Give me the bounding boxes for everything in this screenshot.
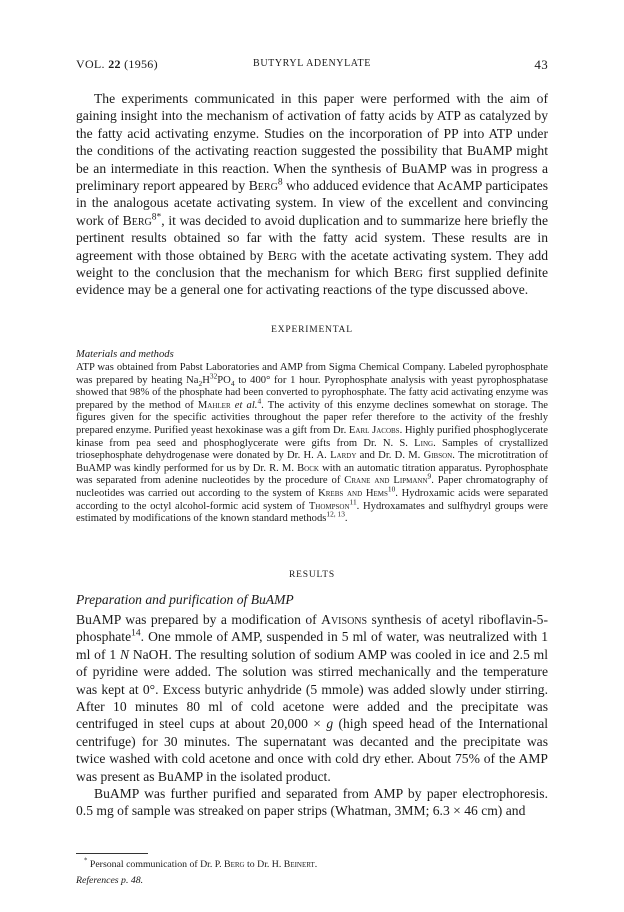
author-bock: Bock <box>297 462 319 474</box>
references-pointer: References p. 48. <box>76 875 144 886</box>
running-head <box>76 57 548 75</box>
ref-8-footnote: 8* <box>151 212 162 223</box>
results-body <box>76 611 548 820</box>
footnote-star: * Personal communication of Dr. P. Berg to Dr. H. Beinert. <box>84 857 318 870</box>
footnote-rule <box>76 853 148 854</box>
results-paragraph-1: BuAMP was prepared by a modification of Avisons synthesis of acetyl riboflavin-5-phosphate$^{14}$. One mmole of AMP, suspended in 5 ml of water, was neutralized with 1 ml of 1 N NaOH. The resulting solution of sodium AMP was cooled in ice and 2.5 ml of pyridine were added. The solution was stirred mechanically and the temperature was kept at 0°. Excess butyric anhydride (5 mmole) was added slowly under stirring. After 10 minutes 80 ml of cold acetone were added and the precipitate was centrifuged in steel cups at about 20,000 × g (high speed head of the International centrifuge) for 30 minutes. The supernatant was decanted and the precipitate was twice washed with cold acetone and once with cold dry ether. About 75% of the AMP was present as BuAMP in the isolated product. <box>76 612 549 784</box>
ref-12-13: 12, 13 <box>326 509 345 519</box>
preparation-subheading: Preparation and purification of BuAMP <box>76 592 294 607</box>
author-lardy: Lardy <box>330 450 357 462</box>
vol-number: 22 <box>108 57 121 71</box>
vol-prefix: VOL. <box>76 57 105 71</box>
materials-paragraph: ATP was obtained from Pabst Laboratories and AMP from Sigma Chemical Company. Labeled pyrophosphate was prepared by heating $Na_2H^{32}PO_4$ to 400° for 1 hour. Pyrophosphate analysis with yeast pyrophosphatase showed that 98% of the phosphate had been converted to pyrophosphate. The fatty acid activating enzyme was prepared by the method of Mahler et al.$^4$. The activity of this enzyme declines somewhat on storage. The figures given for the specific activities throughout the paper refer therefore to the activity of the freshly prepared enzyme. Purified yeast hexokinase was a gift from Dr. Earl Jacobs. Highly purified phosphoglycerate kinase from pea seed and phosphoglycerate were gifts from Dr. N. S. Ling. Samples of crystallized triosephosphate dehydrogenase were donated by Dr. H. A. Lardy and Dr. D. M. Gibson. The microtitration of BuAMP was kindly performed for us by Dr. R. M. Bock with an automatic titration apparatus. Pyrophosphate was separated from adenine nucleotides by the procedure of Crane and Lipmann$^9$. Paper chromatography of nucleotides was carried out according to the system of Krebs and Hems$^{10}$. Hydroxamic acids were separated according to the octyl alcohol-formic acid system of Thompson$^{11}$. Hydroxamates and sulfhydryl groups were estimated by modifications of the known standard methods$^{12, 13}$. <box>76 362 549 525</box>
author-berg: Berg <box>122 212 152 228</box>
materials-methods-body <box>76 362 548 526</box>
author-mahler: Mahler <box>197 399 231 411</box>
results-heading: RESULTS <box>289 570 335 580</box>
vol-year: (1956) <box>124 57 158 71</box>
ref-11: 11 <box>349 497 357 506</box>
intro-paragraph: The experiments communicated in this paper were performed with the aim of gaining insight into the mechanism of activation of fatty acids by ATP as catalyzed by the fatty acid activating enzyme. Studies on the incorporation of PP into ATP under the conditions of the activating reaction suggested the possibility that BuAMP might be an intermediate in this reaction. When the synthesis of BuAMP was in progress a preliminary report appeared by Berg$^8$ who adduced evidence that AcAMP participates in the analogous acetate activating system. In view of the excellent and convincing work of Berg$^{8*}$, it was decided to avoid duplication and to summarize here briefly the pertinent results obtained so far with the fatty acid system. These results are in agreement with those obtained by Berg with the acetate activating system. They add weight to the conclusion that the mechanism for which Berg first supplied definite evidence may be a general one for activating reactions of the type discussed above. <box>76 91 549 298</box>
author-gibson: Gibson <box>423 450 453 462</box>
author-berg: Berg <box>248 178 278 194</box>
ref-14: 14 <box>131 628 141 639</box>
author-avisons: Avisons <box>321 612 368 627</box>
materials-methods-heading: Materials and methods <box>76 349 174 360</box>
ref-10: 10 <box>387 484 396 494</box>
results-paragraph-2: BuAMP was further purified and separated from AMP by paper electrophoresis. 0.5 mg of sample was streaked on paper strips (Whatman, 3MM; 6.3 × 46 cm) and <box>76 786 548 819</box>
intro-section <box>76 90 548 299</box>
author-berg: Berg <box>267 247 297 263</box>
author-berg: Berg <box>393 265 423 281</box>
author-ling: Ling <box>414 437 434 449</box>
ref-4: 4 <box>257 396 262 406</box>
running-title: BUTYRYL ADENYLATE <box>253 58 371 69</box>
author-krebs-hems: Krebs and Hems <box>318 487 388 499</box>
ref-9: 9 <box>427 471 432 481</box>
ref-8: 8 <box>277 177 283 188</box>
experimental-heading: EXPERIMENTAL <box>271 325 353 335</box>
page-number: 43 <box>534 57 548 72</box>
author-crane-lipmann: Crane and Lipmann <box>344 475 428 487</box>
author-jacobs: Earl Jacobs <box>348 424 400 436</box>
author-thompson: Thompson <box>308 500 350 512</box>
